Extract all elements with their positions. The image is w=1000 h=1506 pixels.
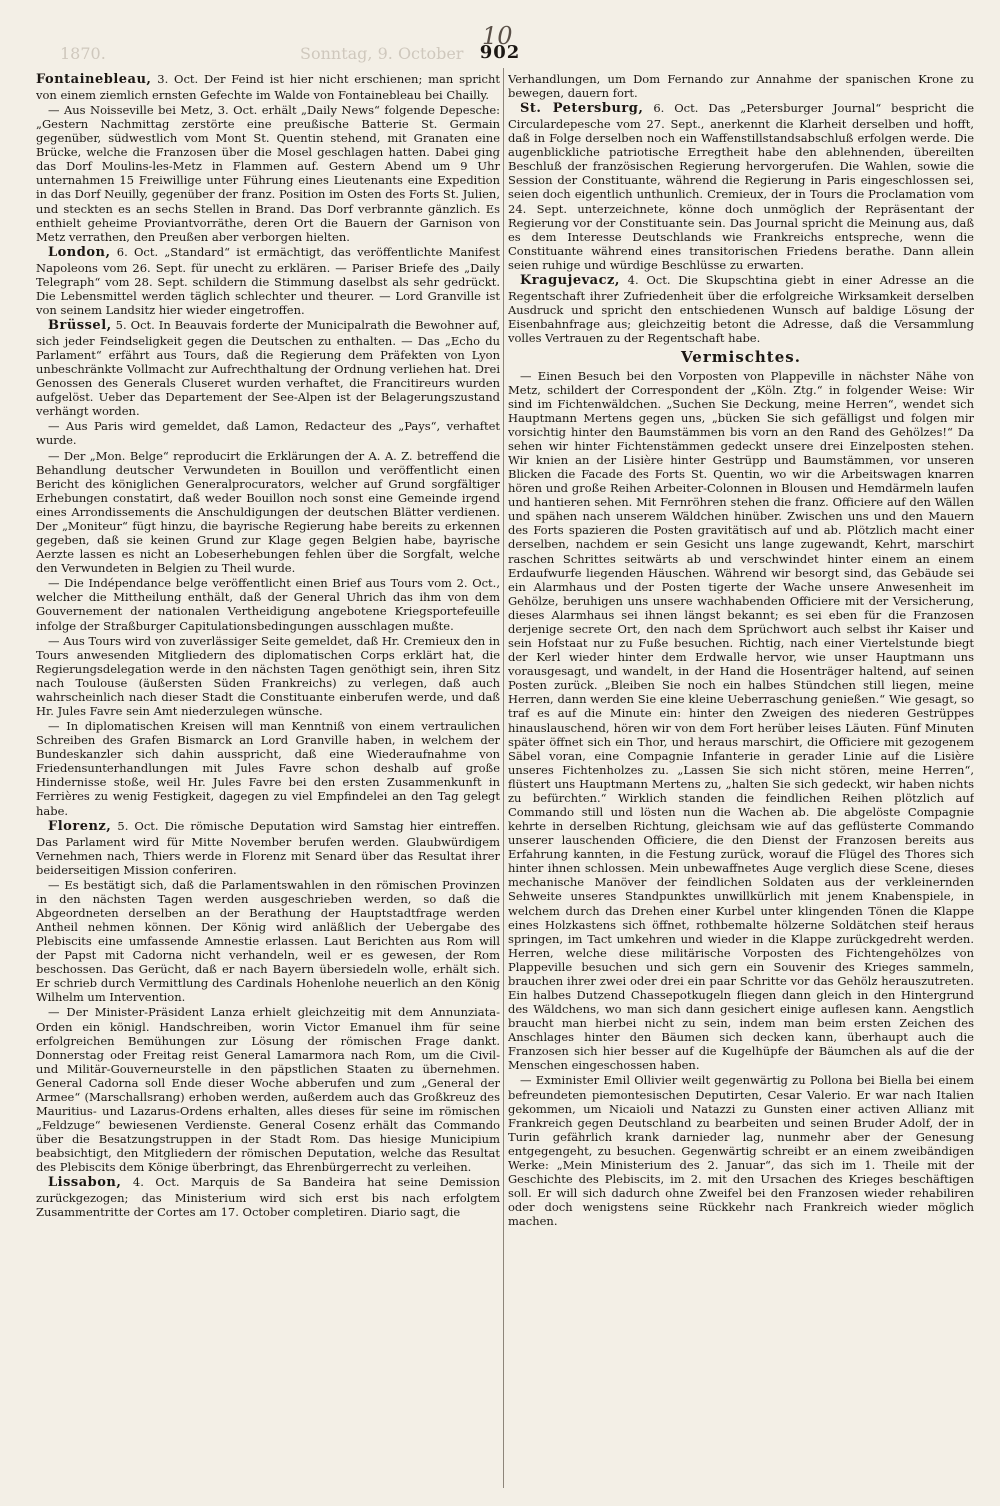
article-paragraph	[36, 719, 500, 818]
article-text: — Es bestätigt sich, daß die Parlamentswahlen in den römischen Provinzen in den nächsten Tagen werden ausgeschrieben werden, so daß die Abgeordneten derselben an der Berathung der Hauptstadtfrage werden Antheil nehmen können. Der König wird anläßlich der Uebergabe des Plebiscits eine umfassende Amnestie erlassen. Laut Berichten aus Rom will der Papst mit Cadorna nicht verhandeln, weil er es gewesen, der Rom beschossen. Das Gerücht, daß er nach Bayern übersiedeln wolle, erhält sich. Er schrieb durch Vermittlung des Cardinals Hohenlohe neuerlich an den König Wilhelm um Intervention.	[36, 877, 500, 1005]
article-paragraph	[36, 103, 500, 244]
article-paragraph	[36, 634, 500, 718]
article-paragraph	[36, 449, 500, 576]
article-text: — Aus Noisseville bei Metz, 3. Oct. erhält „Daily News“ folgende Depesche: „Gestern Nachmittag zerstörte eine preußische Batterie St. Germain gegenüber, südwestlich vom Mont St. Quentin stehend, mit Granaten eine Brücke, welche die Franzosen über die Mosel geschlagen hatten. Dabei ging das Dorf Moulins-les-Metz in Flammen auf. Gestern Abend um 9 Uhr unternahmen 15 Freiwillige unter Führung eines Lieutenants eine Expedition in das Dorf Neuilly, gegenüber der franz. Position im Osten des Forts St. Julien, und steckten es an sechs Stellen in Brand. Das Dorf verbrannte gänzlich. Es enthielt geheime Proviantvorräthe, deren Ort die Bauern der Garnison von Metz verrathen, den Preußen aber verborgen hielten.	[36, 103, 500, 244]
article-text: — Aus Tours wird von zuverlässiger Seite gemeldet, daß Hr. Cremieux den in Tours anwesenden Mitgliedern des diplomatischen Corps erklärt hat, die Regierungsdelegation werde in den nächsten Tagen genöthigt sein, ihren Sitz nach Toulouse (äußersten Süden Frankreichs) zu verlegen, daß auch wahrscheinlich nach dieser Stadt die Constituante einberufen werde, und daß Hr. Jules Favre sein Amt niederzulegen wünsche.	[36, 633, 500, 718]
article-paragraph	[36, 1005, 500, 1174]
article-text: 5. Oct. In Beauvais forderte der Municipalrath die Bewohner auf, sich jeder Feindseligkeit gegen die Deutschen zu enthalten. — Das „Echo du Parlament“ erfährt aus Tours, daß die Regierung dem Präfekten von Lyon unbeschränkte Vollmacht zur Aufrechthaltung der Ordnung verliehen hat. Drei Genossen des Generals Cluseret wurden verhaftet, die Francitireurs wurden aufgelöst. Ueber das Departement der See-Alpen ist der Belagerungszustand verhängt worden.	[36, 318, 500, 419]
article-paragraph	[508, 1073, 974, 1228]
article-text: 4. Oct. Die Skupschtina giebt in einer Adresse an die Regentschaft ihrer Zufriedenheit über die erfolgreiche Wirksamkeit derselben Ausdruck und spricht den entschiedenen Wunsch auf baldige Lösung der Eisenbahnfrage aus; gleichzeitig betont die Adresse, daß die Versammlung volles Vertrauen zu der Regentschaft habe.	[508, 272, 974, 346]
article-text: — Einen Besuch bei den Vorposten von Plappeville in nächster Nähe von Metz, schildert der Correspondent der „Köln. Ztg.“ in folgender Weise: Wir sind im Fichtenwäldchen. „Suchen Sie Deckung, meine Herren“, wendet sich Hauptmann Mertens gegen uns, „bücken Sie sich gefälligst und folgen mir vorsichtig hinter den Baumstämmen bis vorn an den Rand des Gehölzes!“ Da sehen wir hinter Fichtenstämmen gedeckt unsere drei Einzelposten stehen. Wir knien an der Lisière hinter Gestrüpp und Baumstämmen, vor unseren Blicken die Facade des Forts St. Quentin, wo wir die Arbeitswagen knarren hören und große Reihen Arbeiter-Colonnen in Blousen und Hemdärmeln laufen und hantieren sehen. Mit Fernröhren stehen die franz. Officiere auf den Wällen und spähen nach unserem Wäldchen hinüber. Zwischen uns und den Mauern des Forts spazieren die Posten gravitätisch auf und ab. Plötzlich macht einer derselben, nachdem er sein Gesicht uns lange zugewandt, Kehrt, marschirt raschen Schrittes seitwärts ab und verschwindet hinter einem an einem Erdaufwurfe liegenden Häuschen. Während wir besorgt sind, das Gebäude sei ein Alarmhaus und der Posten tigerte der Wache unsere Anwesenheit im Gehölze, beruhigen uns unsere wachhabenden Officiere mit der Versicherung, dieses Alarmhaus sei ihnen längst bekannt; es sei eben für die Franzosen derjenige secrete Ort, den nach dem Sprüchwort auch selbst ihr Kaiser und sein Hofstaat nur zu Fuße besuchen. Richtig, nach einer Viertelstunde biegt der Kerl wieder hinter dem Erdwalle hervor, wie unser Hauptmann uns vorausgesagt, und wandelt, in der Hand die Hosenträger haltend, auf seinen Posten zurück. „Bleiben Sie noch ein halbes Stündchen still liegen, meine Herren, dann werden Sie eine kleine Ueberraschung genießen.“ Wie gesagt, so traf es auf die Minute ein: hinter den Zweigen des niederen Gestrüppes hinauslauschend, hören wir von dem Fort herüber leises Läuten. Fünf Minuten später öffnet sich ein Thor, und heraus marschirt, die Officiere mit gezogenem Säbel voran, eine Compagnie Infanterie in gerader Linie auf die Lisière unseres Fichtenholzes zu. „Lassen Sie sich nicht stören, meine Herren“, flüstert uns Hauptmann Mertens zu, „halten Sie sich gedeckt, wir haben nichts zu befürchten.“ Wirklich standen die feindlichen Reihen plötzlich auf Commando still und lösten nun die Wachen ab. Die abgelöste Compagnie kehrte in derselben Richtung, gleichsam wie auf das geflüsterte Commando unserer lauschenden Officiere, die den Dienst der Franzosen bereits aus Erfahrung kannten, in die Festung zurück, worauf die Flügel des Thores sich hinter ihnen schlossen. Mein unbewaffnetes Auge verglich diese Scene, dieses mechanische Manöver der feindlichen Soldaten aus der verkleinernden Sehweite unseres Standpunktes unwillkürlich mit jenem Knabenspiele, in welchem durch das Drehen einer Kurbel unter klingenden Tönen die Klappe eines Holzkastens sich öffnet, rothbemalte hölzerne Soldätchen steif heraus springen, im Tact umkehren und wieder in die Klappe zurückgedreht werden. Herren, welche diese militärische Vorposten des Fichtengehölzes von Plappeville besuchen und sich gern ein Souvenir des Krieges sammeln, brauchen ihrer zwei oder drei ein paar Schritte vor das Gehölz herauszutreten. Ein halbes Dutzend Chassepotkugeln fliegen dann gleich in den Hintergrund des Wäldchens, wo man sich dann gesichert einige auflesen kann. Aengstlich braucht man hierbei nicht zu sein, indem man beim ersten Zeichen des Anschlages hinter den Bäumen sich decken kann, überhaupt auch die Franzosen sich hier besser auf die Kugelhüpfe der Bäumchen als auf die der Menschen eingeschossen haben.	[508, 368, 974, 1073]
article-text: Verhandlungen, um Dom Fernando zur Annahme der spanischen Krone zu bewegen, dauern fort.	[508, 72, 974, 101]
article-paragraph	[36, 576, 500, 632]
article-paragraph	[36, 819, 500, 877]
left-column	[36, 72, 500, 1492]
article-text: — Aus Paris wird gemeldet, daß Lamon, Redacteur des „Pays“, verhaftet wurde.	[36, 419, 500, 448]
article-paragraph	[508, 101, 974, 272]
article-text: 5. Oct. Die römische Deputation wird Samstag hier eintreffen. Das Parlament wird für Mitte November berufen werden. Glaubwürdigem Vernehmen nach, Thiers werde in Florenz mit Senard über das Resultat ihrer beiderseitigen Mission conferiren.	[36, 818, 500, 877]
faint-header-left: 1870.	[60, 44, 106, 63]
faint-header-right: Sonntag, 9. October	[300, 44, 464, 63]
article-text: 6. Oct. Das „Petersburger Journal“ bespricht die Circulardepesche vom 27. Sept., anerkennt die Klarheit derselben und hofft, daß in Folge derselben noch ein Waffenstillstandsabschluß erfolgen werde. Die augenblickliche patriotische Erregtheit habe den ablehnenden, übereilten Beschluß der französischen Regierung hervorgerufen. Die Wahlen, sowie die Session der Constituante, während die Regierung in Paris eingeschlossen sei, seien doch eigentlich unthunlich. Cremieux, der in Tours die Proclamation vom 24. Sept. unterzeichnete, könne doch unmöglich der Repräsentant der Regierung vor der Constituante sein. Das Journal spricht die Meinung aus, daß es dem Interesse Deutschlands wie Frankreichs entspreche, wenn die Constituante während eines transitorischen Friedens berathe. Dann allein seien ruhige und würdige Beschlüsse zu erwarten.	[508, 101, 974, 272]
right-column	[508, 72, 974, 1492]
article-text: — Der Minister-Präsident Lanza erhielt gleichzeitig mit dem Annunziata-Orden ein königl. Handschreiben, worin Victor Emanuel ihm für seine erfolgreichen Bemühungen zur Lösung der römischen Frage dankt. Donnerstag oder Freitag reist General Lamarmora nach Rom, um die Civil- und Militär-Gouverneurstelle in den päpstlichen Staaten zu übernehmen. General Cadorna soll Ende dieser Woche abberufen und zum „General der Armee“ (Marschallsrang) erhoben werden, außerdem auch das Großkreuz des Mauritius- und Lazarus-Ordens erhalten, alles dieses für seine im römischen „Feldzuge“ bewiesenen Verdienste. General Cosenz erhält das Commando über die Besatzungstruppen in der Stadt Rom. Das hiesige Municipium beabsichtigt, den Mitgliedern der römischen Deputation, welche das Resultat des Plebiscits dem Könige überbringt, das Ehrenbürgerrecht zu verleihen.	[36, 1005, 500, 1175]
article-paragraph	[36, 72, 500, 102]
article-paragraph	[508, 72, 974, 100]
article-text: 3. Oct. Der Feind ist hier nicht erschienen; man spricht von einem ziemlich ernsten Gefechte im Walde von Fontainebleau bei Chailly.	[36, 72, 500, 102]
article-text: 6. Oct. „Standard“ ist ermächtigt, das veröffentlichte Manifest Napoleons vom 26. Sept. für unecht zu erklären. — Pariser Briefe des „Daily Telegraph“ vom 28. Sept. schildern die Stimmung daselbst als sehr gedrückt. Die Lebensmittel werden täglich schlechter und theurer. — Lord Granville ist von seinem Landsitz hier wieder eingetroffen.	[36, 244, 500, 317]
article-text: — In diplomatischen Kreisen will man Kenntniß von einem vertraulichen Schreiben des Grafen Bismarck an Lord Granville haben, in welchem der Bundeskanzler sich dahin ausspricht, daß eine Wiederaufnahme von Friedensunterhandlungen mit Jules Favre schon deshalb auf große Hindernisse stoße, weil Hr. Jules Favre bei den ersten Zusammenkunft in Ferrières zu wenig Festigkeit, dagegen zu viel Empfindelei an den Tag gelegt habe.	[36, 719, 500, 818]
article-dateline: Brüssel,	[48, 318, 112, 334]
article-dateline: Lissabon,	[48, 1175, 122, 1191]
article-paragraph	[36, 318, 500, 418]
article-text: — Der „Mon. Belge“ reproducirt die Erklärungen der A. A. Z. betreffend die Behandlung deutscher Verwundeten in Bouillon und veröffentlicht einen Bericht des königlichen Generalprocurators, welcher auf Grund sorgfältiger Erhebungen constatirt, daß weder Bouillon noch sonst eine Gemeinde irgend eines Arrondissements die Anschuldigungen der deutschen Blätter verdienen. Der „Moniteur“ fügt hinzu, die bayrische Regierung habe bereits zu erkennen gegeben, daß sie keinen Grund zur Klage gegen Belgien habe, bayrische Aerzte lassen es nicht an Lobeserhebungen fehlen über die Sorgfalt, welche den Verwundeten in Belgien zu Theil wurde.	[36, 448, 500, 576]
article-paragraph	[36, 245, 500, 317]
column-divider	[503, 68, 504, 1488]
article-text: — Die Indépendance belge veröffentlicht einen Brief aus Tours vom 2. Oct., welcher die Mittheilung enthält, daß der General Uhrich das ihm von dem Gouvernement der nationalen Vertheidigung angebotene Kriegsportefeuille infolge der Straßburger Capitulationsbedingungen ausschlagen mußte.	[36, 576, 500, 633]
article-paragraph	[36, 1175, 500, 1219]
page-number: 902	[479, 42, 521, 63]
article-paragraph	[36, 419, 500, 447]
article-paragraph	[508, 273, 974, 345]
article-paragraph	[508, 369, 974, 1073]
article-dateline: Kragujevacz,	[520, 272, 620, 288]
article-text: — Exminister Emil Ollivier weilt gegenwärtig zu Pollona bei Biella bei einem befreundeten piemontesischen Deputirten, Cesar Valerio. Er war nach Italien gekommen, um Nicaioli und Natazzi zu Gunsten einer activen Allianz mit Frankreich gegen Deutschland zu bearbeiten und seinen Bruder Adolf, der in Turin gefährlich krank darnieder lag, nunmehr aber der Genesung entgegengeht, zu besuchen. Gegenwärtig schreibt er an einem zweibändigen Werke: „Mein Ministerium des 2. Januar“, das sich im 1. Theile mit der Geschichte des Plebiscits, im 2. mit den Ursachen des Krieges beschäftigen soll. Er will sich dadurch ohne Zweifel bei den Franzosen wieder rehabiliren oder doch wenigstens seine Rückkehr nach Frankreich wieder möglich machen.	[508, 1073, 974, 1229]
article-paragraph	[36, 878, 500, 1005]
article-dateline: Fontainebleau,	[36, 72, 152, 87]
handwritten-page-mark: 10	[482, 22, 513, 50]
article-dateline: London,	[48, 244, 111, 260]
article-text: 4. Oct. Marquis de Sa Bandeira hat seine Demission zurückgezogen; das Ministerium wird sich erst bis nach erfolgtem Zusammentritte der Cortes am 17. October completiren. Diario sagt, die	[36, 1175, 500, 1220]
article-dateline: St. Petersburg,	[520, 101, 644, 117]
section-title: Vermischtes.	[681, 348, 801, 367]
article-dateline: Florenz,	[48, 818, 112, 834]
